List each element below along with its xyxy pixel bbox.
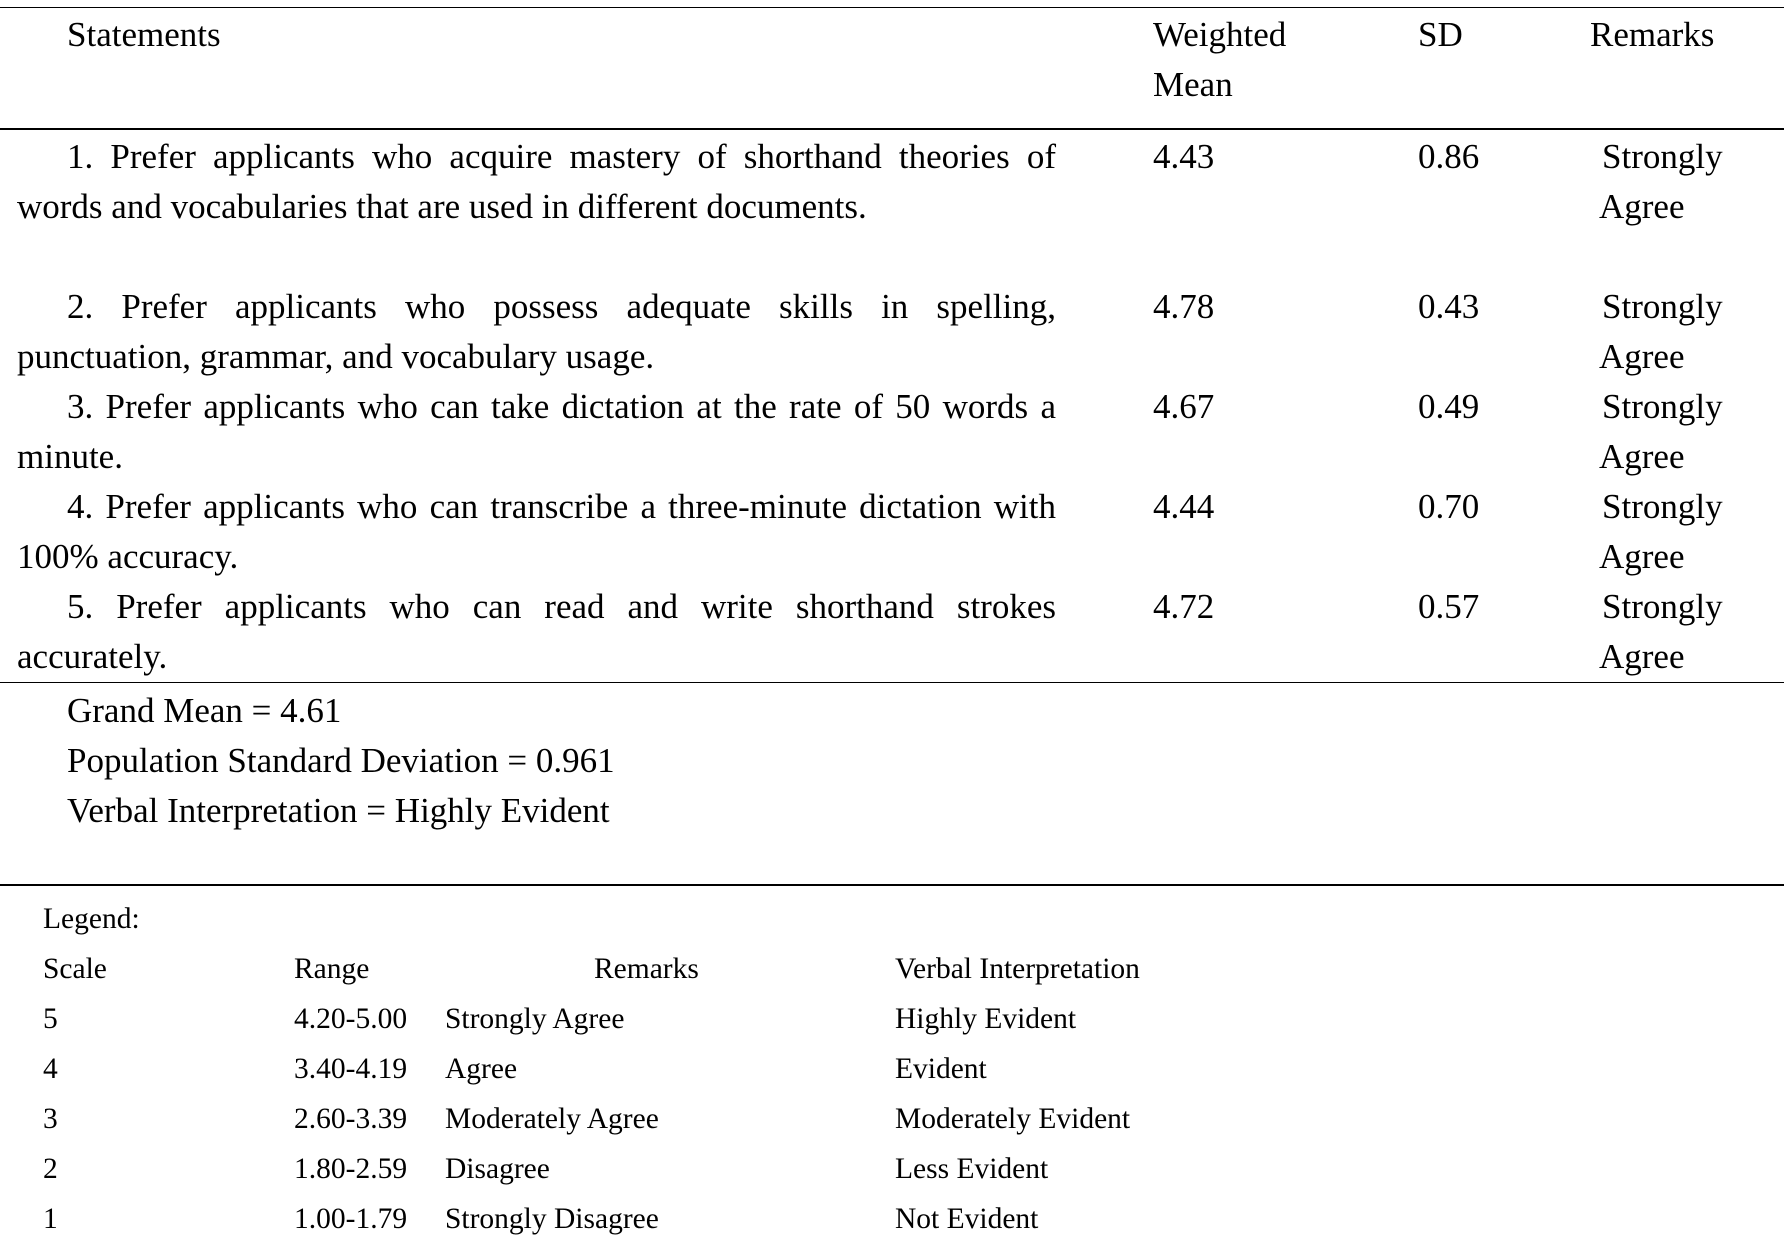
row-statement: 2. Prefer applicants who possess adequate skills in spelling, punctuation, grammar, and vocabulary usage. <box>17 287 1056 376</box>
legend-verbal: Highly Evident <box>895 1003 1077 1035</box>
legend-remarks: Disagree <box>445 1153 550 1185</box>
table-header-rule <box>0 128 1784 130</box>
row-remarks-line1: Strongly <box>1602 287 1723 326</box>
legend-range: 4.20-5.00 <box>294 1003 408 1035</box>
row-statement: 1. Prefer applicants who acquire mastery of shorthand theories of words and vocabularies that are used in different documents. <box>17 137 1056 226</box>
verbal-interpretation: Verbal Interpretation = Highly Evident <box>67 791 610 830</box>
legend-remarks: Moderately Agree <box>445 1103 659 1135</box>
legend-verbal: Evident <box>895 1053 987 1085</box>
row-weighted-mean: 4.44 <box>1153 487 1215 526</box>
row-weighted-mean: 4.43 <box>1153 137 1215 176</box>
legend-verbal: Less Evident <box>895 1153 1049 1185</box>
legend-title: Legend: <box>43 903 140 935</box>
legend-remarks: Strongly Disagree <box>445 1203 659 1235</box>
legend-range: 1.00-1.79 <box>294 1203 408 1235</box>
grand-mean: Grand Mean = 4.61 <box>67 691 342 730</box>
legend-range: 3.40-4.19 <box>294 1053 408 1085</box>
row-remarks-line2: Agree <box>1599 637 1685 676</box>
legend-verbal: Not Evident <box>895 1203 1039 1235</box>
row-remarks-line2: Agree <box>1599 437 1685 476</box>
row-remarks-line2: Agree <box>1599 187 1685 226</box>
header-remarks: Remarks <box>1590 15 1715 54</box>
legend-header-remarks: Remarks <box>594 953 699 985</box>
legend-scale: 1 <box>43 1203 58 1235</box>
row-remarks-line2: Agree <box>1599 537 1685 576</box>
row-statement: 5. Prefer applicants who can read and write shorthand strokes accurately. <box>17 587 1056 676</box>
legend-header-verbal: Verbal Interpretation <box>895 953 1140 985</box>
row-statement: 3. Prefer applicants who can take dictation at the rate of 50 words a minute. <box>17 387 1056 476</box>
legend-verbal: Moderately Evident <box>895 1103 1131 1135</box>
legend-remarks: Agree <box>445 1053 518 1085</box>
row-weighted-mean: 4.72 <box>1153 587 1215 626</box>
row-weighted-mean: 4.67 <box>1153 387 1215 426</box>
row-remarks-line1: Strongly <box>1602 487 1723 526</box>
row-sd: 0.43 <box>1418 287 1480 326</box>
table-top-rule <box>0 7 1784 8</box>
row-remarks-line1: Strongly <box>1602 587 1723 626</box>
row-remarks-line1: Strongly <box>1602 137 1723 176</box>
row-sd: 0.49 <box>1418 387 1480 426</box>
legend-separator-rule <box>0 884 1784 886</box>
legend-range: 1.80-2.59 <box>294 1153 408 1185</box>
table-bottom-rule <box>0 682 1784 683</box>
legend-scale: 2 <box>43 1153 58 1185</box>
row-weighted-mean: 4.78 <box>1153 287 1215 326</box>
row-sd: 0.57 <box>1418 587 1480 626</box>
row-remarks-line2: Agree <box>1599 337 1685 376</box>
header-weighted-mean-line1: Weighted <box>1153 15 1287 54</box>
legend-range: 2.60-3.39 <box>294 1103 408 1135</box>
row-remarks-line1: Strongly <box>1602 387 1723 426</box>
legend-scale: 5 <box>43 1003 58 1035</box>
row-sd: 0.70 <box>1418 487 1480 526</box>
row-sd: 0.86 <box>1418 137 1480 176</box>
row-statement: 4. Prefer applicants who can transcribe a three-minute dictation with 100% accuracy. <box>17 487 1056 576</box>
legend-scale: 4 <box>43 1053 58 1085</box>
legend-remarks: Strongly Agree <box>445 1003 625 1035</box>
legend-header-range: Range <box>294 953 370 985</box>
legend-scale: 3 <box>43 1103 58 1135</box>
header-sd: SD <box>1418 15 1463 54</box>
header-statements: Statements <box>67 15 221 54</box>
population-sd: Population Standard Deviation = 0.961 <box>67 741 615 780</box>
legend-header-scale: Scale <box>43 953 107 985</box>
header-weighted-mean-line2: Mean <box>1153 65 1233 104</box>
